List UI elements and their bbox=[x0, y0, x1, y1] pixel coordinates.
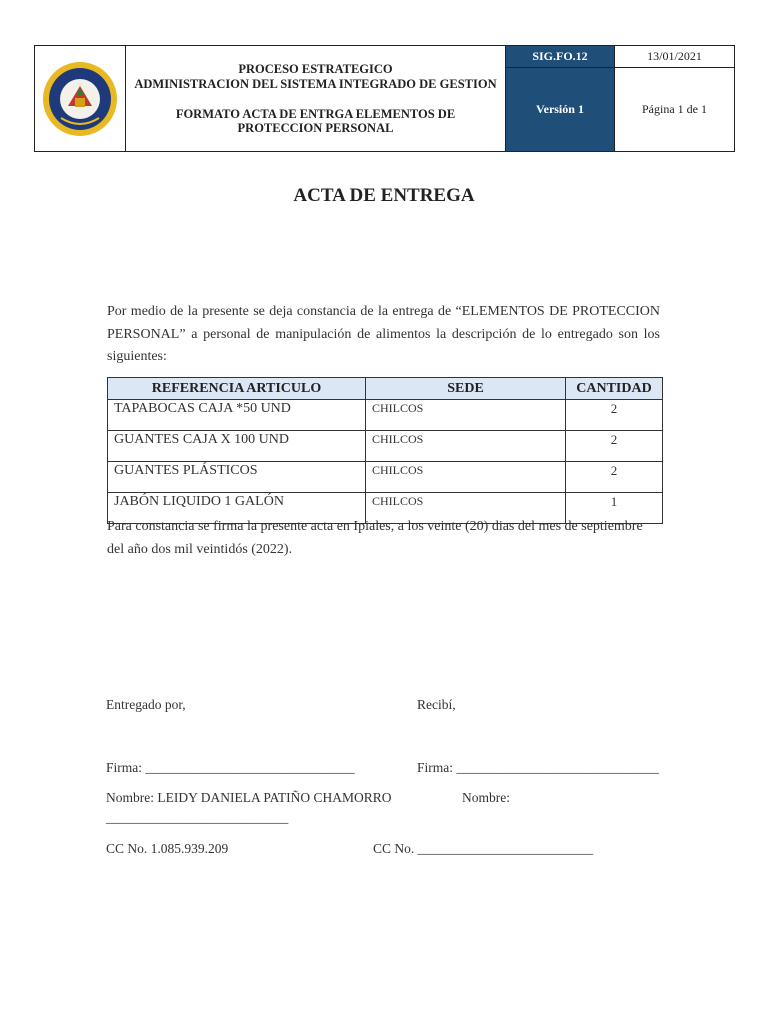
items-table bbox=[107, 377, 663, 524]
system-title: ADMINISTRACION DEL SISTEMA INTEGRADO DE GESTION bbox=[134, 77, 497, 91]
delivered-by-label: Entregado por, bbox=[106, 697, 186, 712]
item-reference: GUANTES PLÁSTICOS bbox=[108, 462, 366, 493]
format-title: FORMATO ACTA DE ENTRGA ELEMENTOS DE PROTECCION PERSONAL bbox=[175, 107, 456, 135]
table-row bbox=[108, 400, 663, 431]
column-header-sede: SEDE bbox=[366, 378, 566, 400]
process-title: PROCESO ESTRATEGICO bbox=[238, 62, 393, 76]
intro-paragraph: Por medio de la presente se deja constancia de la entrega de “ELEMENTOS DE PROTECCION PERSONAL” a personal de manipulación de alimentos la descripción de lo entregado son los siguientes: bbox=[107, 304, 660, 364]
signature-line-right: Firma: ______________________________ bbox=[417, 760, 659, 775]
document-header bbox=[34, 45, 735, 152]
institution-seal-logo bbox=[41, 60, 119, 138]
item-sede: CHILCOS bbox=[366, 431, 566, 462]
name-left: Nombre: LEIDY DANIELA PATIÑO CHAMORRO bbox=[106, 790, 392, 805]
document-code: SIG.FO.12 bbox=[506, 46, 614, 68]
name-right-line: ___________________________ bbox=[106, 810, 289, 825]
signature-line-left: Firma: _______________________________ bbox=[106, 760, 355, 775]
item-quantity: 2 bbox=[566, 462, 663, 493]
id-number-right: CC No. __________________________ bbox=[373, 841, 594, 856]
item-quantity: 2 bbox=[566, 431, 663, 462]
item-sede: CHILCOS bbox=[366, 493, 566, 524]
item-reference: TAPABOCAS CAJA *50 UND bbox=[108, 400, 366, 431]
document-version: Versión 1 bbox=[506, 68, 614, 151]
id-number-left: CC No. 1.085.939.209 bbox=[106, 841, 229, 856]
table-row bbox=[108, 431, 663, 462]
item-sede: CHILCOS bbox=[366, 400, 566, 431]
item-sede: CHILCOS bbox=[366, 462, 566, 493]
column-header-reference: REFERENCIA ARTICULO bbox=[108, 378, 366, 400]
item-reference: GUANTES CAJA X 100 UND bbox=[108, 431, 366, 462]
item-reference: JABÓN LIQUIDO 1 GALÓN bbox=[108, 493, 366, 524]
closing-paragraph: Para constancia se firma la presente acta en Ipiales, a los veinte (20) dias del mes de septiembre del año dos mil veintidós (2022). bbox=[107, 519, 643, 557]
item-quantity: 1 bbox=[566, 493, 663, 524]
received-label: Recibí, bbox=[417, 697, 456, 712]
item-quantity: 2 bbox=[566, 400, 663, 431]
page-number: Página 1 de 1 bbox=[614, 68, 734, 151]
name-right-label: Nombre: bbox=[462, 790, 510, 805]
table-header-row bbox=[108, 378, 663, 400]
document-date: 13/01/2021 bbox=[614, 46, 734, 68]
header-title-cell bbox=[126, 46, 506, 151]
document-title: ACTA DE ENTREGA bbox=[293, 185, 475, 206]
table-row bbox=[108, 462, 663, 493]
column-header-quantity: CANTIDAD bbox=[566, 378, 663, 400]
logo-cell bbox=[35, 46, 126, 151]
